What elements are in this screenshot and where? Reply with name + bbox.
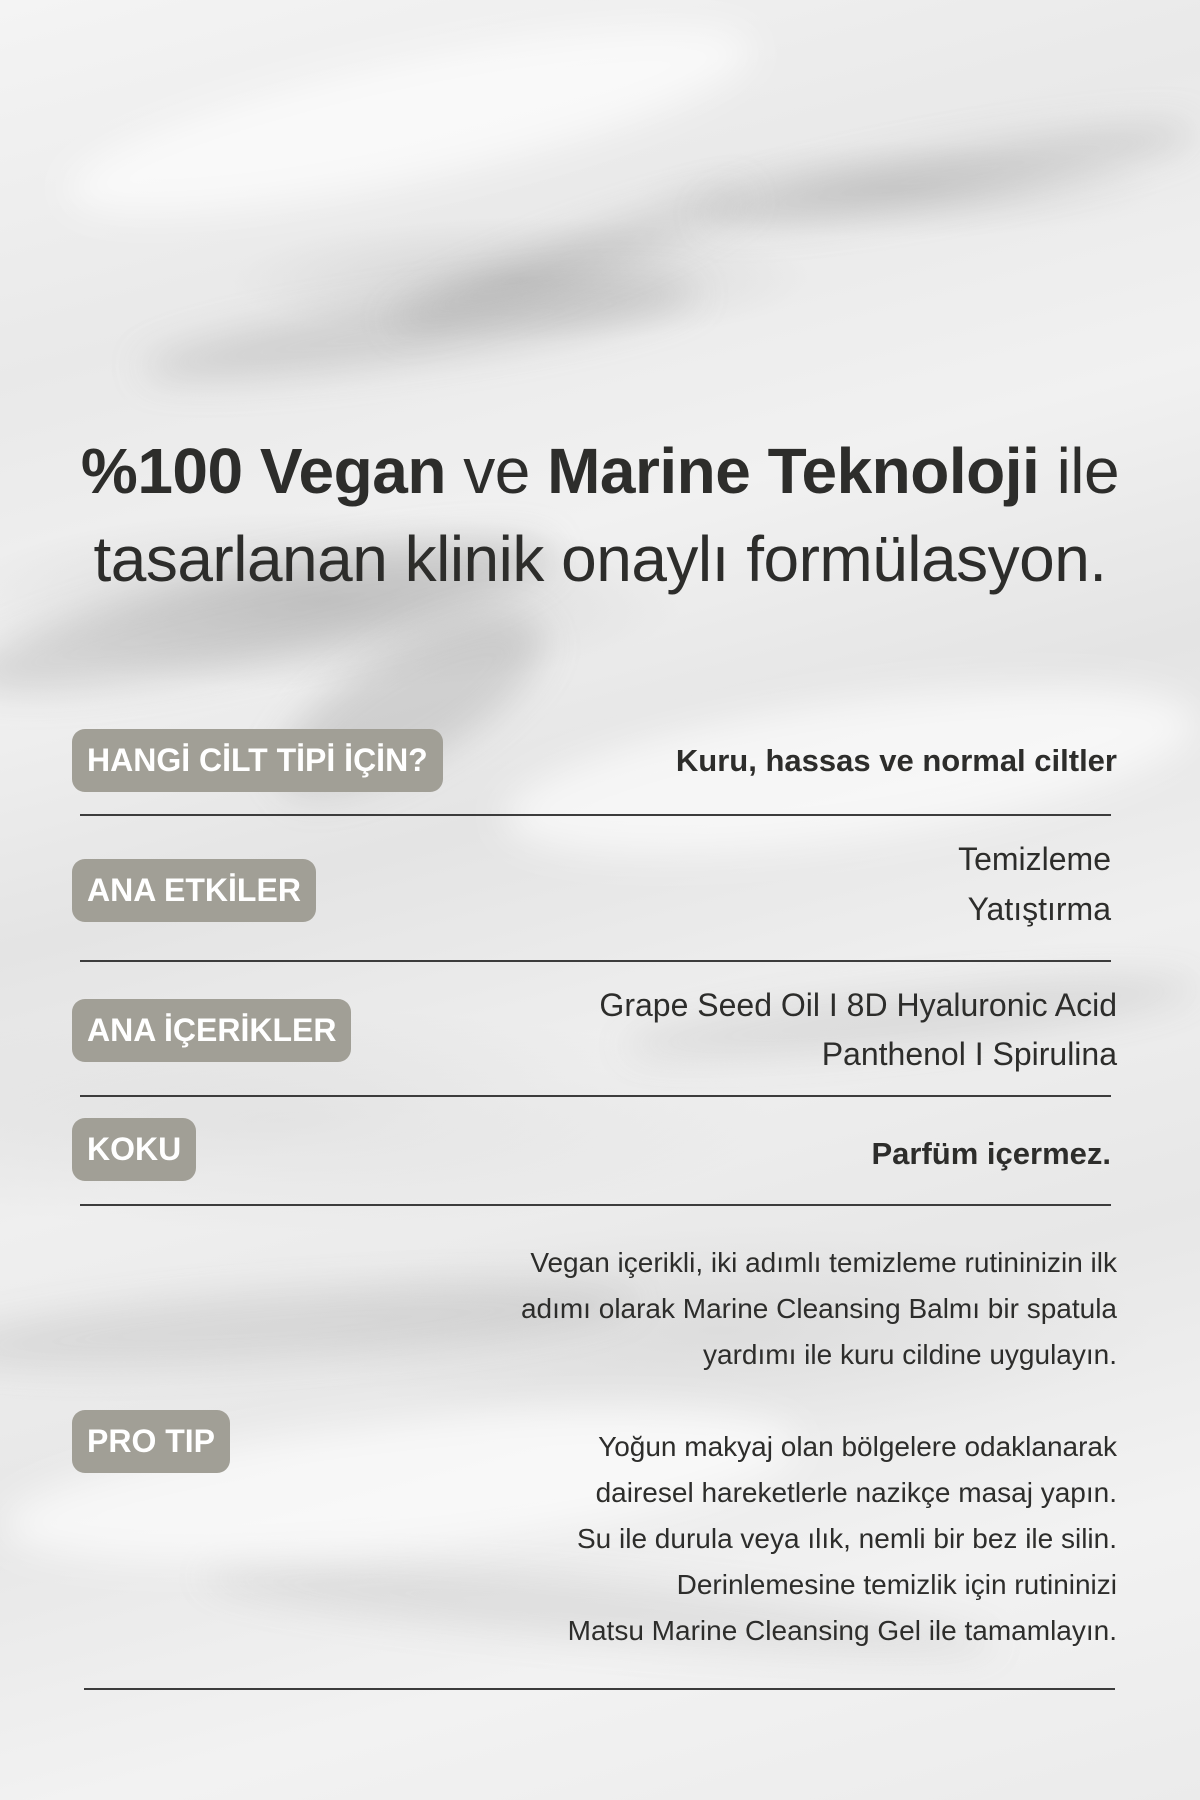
pro-tip-line: yardımı ile kuru cildine uygulayın. <box>703 1339 1117 1370</box>
pro-tip-line: dairesel hareketlerle nazikçe masaj yapın. <box>595 1477 1117 1508</box>
headline-vegan: %100 Vegan <box>80 435 446 507</box>
pro-tip-paragraph-2 <box>568 1424 1117 1654</box>
pro-tip-paragraph-1 <box>521 1240 1117 1378</box>
main-effects-values <box>958 834 1111 934</box>
main-effect-item: Temizleme <box>958 841 1111 877</box>
main-effect-item: Yatıştırma <box>967 891 1111 927</box>
divider <box>80 960 1111 962</box>
pro-tip-line: Matsu Marine Cleansing Gel ile tamamlayın. <box>567 1615 1117 1646</box>
headline <box>0 427 1200 603</box>
main-ingredients-values <box>599 981 1117 1079</box>
ingredient-line: Grape Seed Oil I 8D Hyaluronic Acid <box>599 987 1117 1023</box>
headline-ve: ve <box>463 435 530 507</box>
main-effects-label: ANA ETKİLER <box>72 859 316 922</box>
skin-type-label: HANGİ CİLT TİPİ İÇİN? <box>72 729 443 792</box>
divider <box>80 1204 1111 1206</box>
scent-value: Parfüm içermez. <box>871 1136 1111 1171</box>
divider <box>80 814 1111 816</box>
ingredient-line: Panthenol I Spirulina <box>821 1036 1117 1072</box>
pro-tip-line: adımı olarak Marine Cleansing Balmı bir spatula <box>520 1293 1117 1324</box>
skin-type-value: Kuru, hassas ve normal ciltler <box>675 743 1117 778</box>
background-streak <box>699 107 1200 243</box>
pro-tip-line: Su ile durula veya ılık, nemli bir bez ile silin. <box>576 1523 1117 1554</box>
pro-tip-label: PRO TIP <box>72 1410 230 1473</box>
pro-tip-line: Vegan içerikli, iki adımlı temizleme rutininizin ilk <box>530 1247 1117 1278</box>
main-ingredients-label: ANA İÇERİKLER <box>72 999 351 1062</box>
background-streak <box>139 261 702 398</box>
pro-tip-line: Derinlemesine temizlik için rutininizi <box>676 1569 1117 1600</box>
headline-line-2: tasarlanan klinik onaylı formülasyon. <box>93 523 1107 595</box>
pro-tip-line: Yoğun makyaj olan bölgelere odaklanarak <box>598 1431 1117 1462</box>
headline-ile: ile <box>1056 435 1120 507</box>
headline-line-1 <box>0 427 1200 515</box>
headline-marine-technology: Marine Teknoloji <box>547 435 1040 507</box>
scent-label: KOKU <box>72 1118 196 1181</box>
divider <box>84 1688 1115 1690</box>
divider <box>80 1095 1111 1097</box>
